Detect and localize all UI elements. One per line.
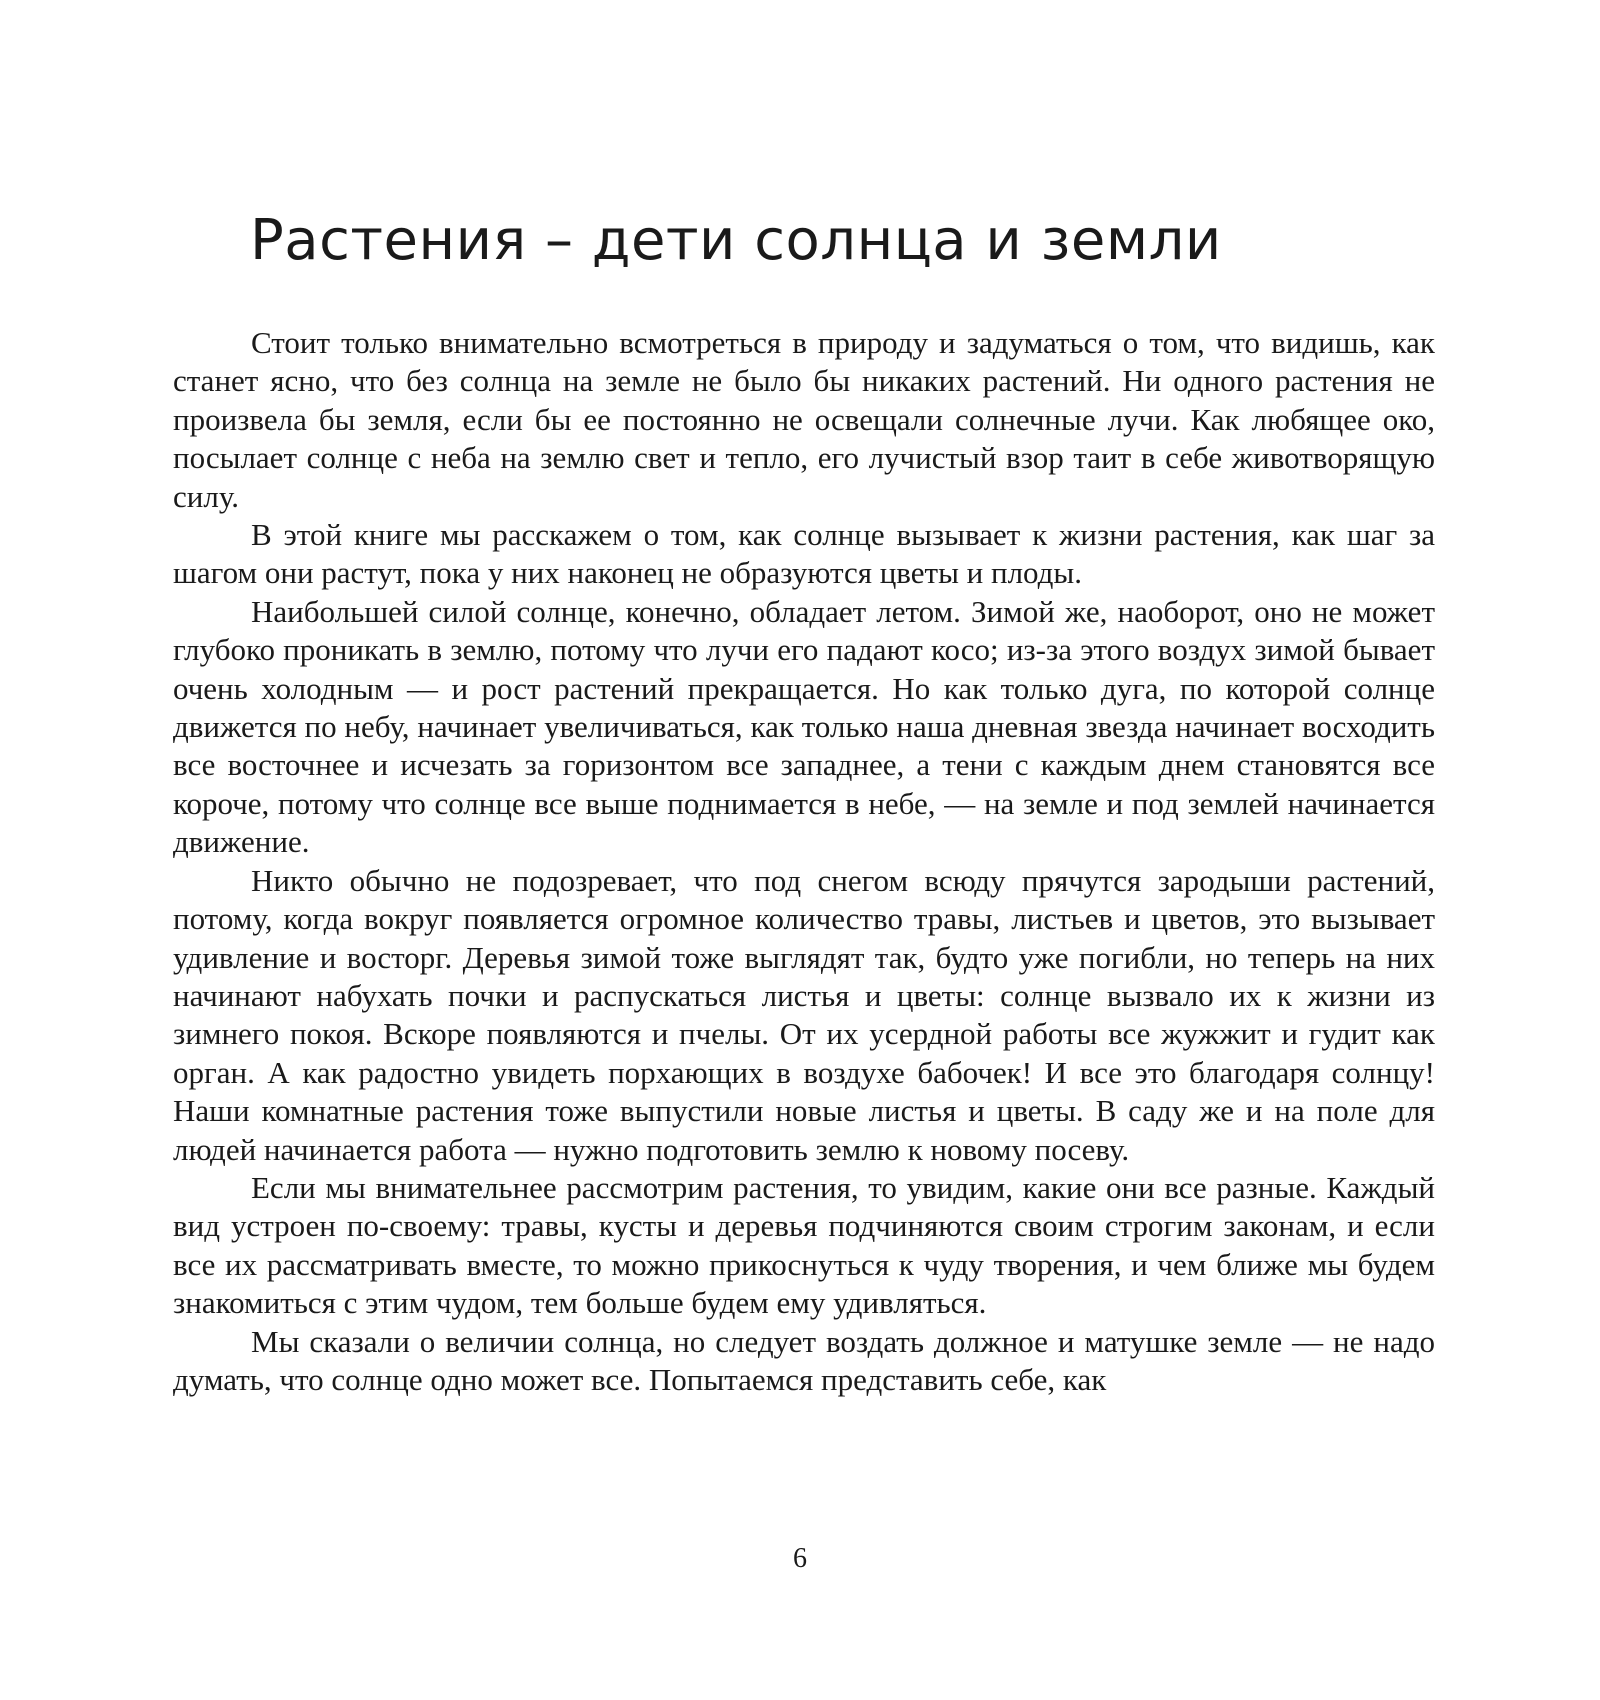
page-number: 6 <box>793 1543 807 1574</box>
paragraph: Стоит только внимательно всмотреться в природу и задуматься о том, что видишь, как станет ясно, что без солнца на земле не было бы никаких растений. Ни одного растения не произвела бы земля, если бы ее постоянно не освещали солнечные лучи. Как любящее око, посылает солнце с неба на землю свет и тепло, его лучистый взор таит в себе животворящую силу. <box>173 325 1435 514</box>
paragraph: Никто обычно не подозревает, что под снегом всюду прячутся зародыши растений, потому, когда вокруг появляется огромное количество травы, листьев и цветов, это вызывает удивление и восторг. Деревья зимой тоже выглядят так, будто уже погибли, но теперь на них начинают набухать почки и распускаться листья и цветы: солнце вызвало их к жизни из зимнего покоя. Вскоре появляются и пчелы. От их усердной работы все жужжит и гудит как орган. А как радостно увидеть порхающих в воздухе бабочек! И все это благодаря солнцу! Наши комнатные растения тоже выпустили новые листья и цветы. В саду же и на поле для людей начинается работа — нужно подготовить землю к новому посеву. <box>173 862 1435 1167</box>
paragraph: Мы сказали о величии солнца, но следует воздать должное и матушке земле — не надо думать, что солнце одно может все. Попытаемся представить себе, как <box>173 1323 1435 1397</box>
body-text <box>173 324 1435 1399</box>
paragraph: Если мы внимательнее рассмотрим растения, то увидим, какие они все разные. Каждый вид устроен по-своему: травы, кусты и деревья подчиняются своим строгим законам, и если все их рассматривать вместе, то можно прикоснуться к чуду творения, и чем ближе мы будем знакомиться с этим чудом, тем больше будем ему удивляться. <box>173 1169 1435 1321</box>
chapter-title: Растения – дети солнца и земли <box>250 208 1222 273</box>
paragraph: Наибольшей силой солнце, конечно, обладает летом. Зимой же, наоборот, оно не может глубоко проникать в землю, потому что лучи его падают косо; из-за этого воздух зимой бывает очень холодным — и рост растений прекращается. Но как только дуга, по которой солнце движется по небу, начинает увеличиваться, как только наша дневная звезда начинает восходить все восточнее и исчезать за горизонтом все западнее, а тени с каждым днем становятся все короче, потому что солнце все выше поднимается в небе, — на земле и под землей начинается движение. <box>173 593 1435 860</box>
paragraph: В этой книге мы расскажем о том, как солнце вызывает к жизни растения, как шаг за шагом они растут, пока у них наконец не образуются цветы и плоды. <box>173 517 1435 591</box>
